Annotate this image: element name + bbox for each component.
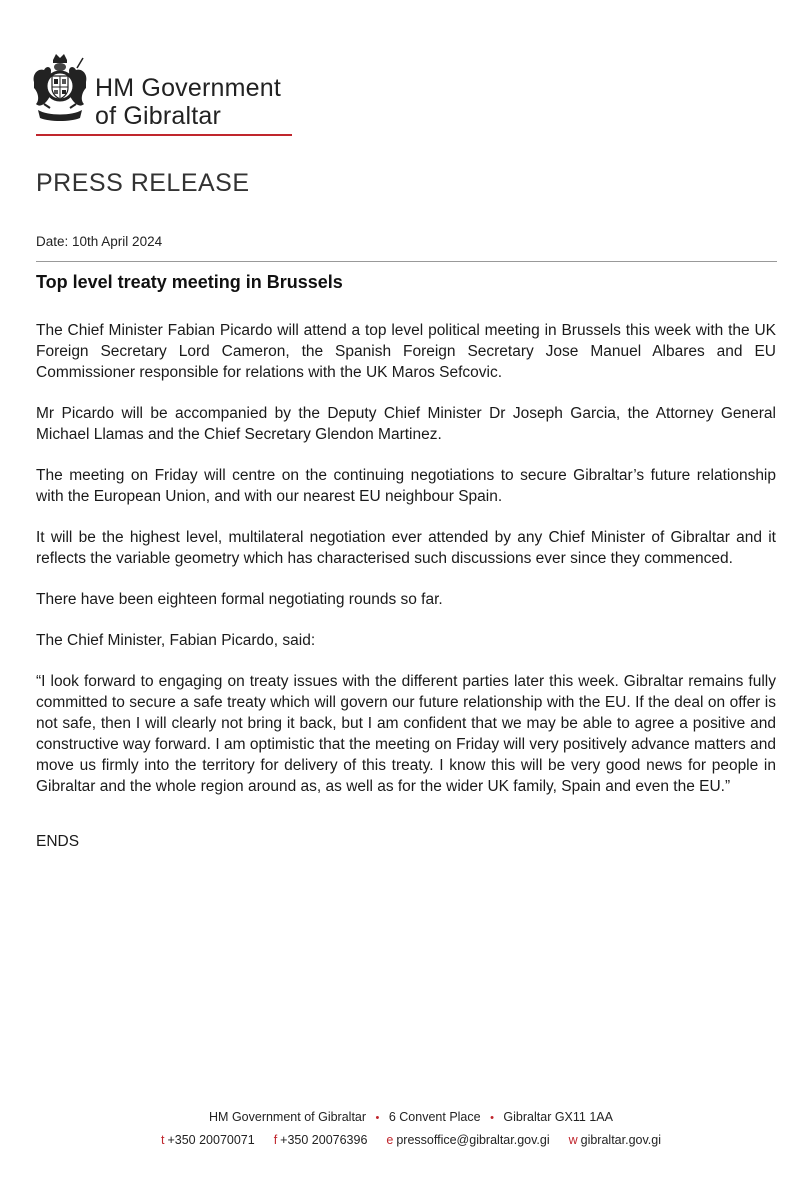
quote-paragraph: “I look forward to engaging on treaty issues with the different parties later this week. Gibraltar remains fully committed to secure a safe treaty which will govern our future relationship with the EU. If the deal on offer is not safe, then I will clearly not bring it back, but I am confident that we may be able to agree a positive and constructive way forward. I am optimistic that the meeting on Friday will very positively advance matters and move us firmly into the territory for delivery of this treaty. I know this will be very good news for people in Gibraltar and the whole region around as, as well as for the wider UK family, Spain and even the EU.” [36,673,776,795]
org-name-line1: HM Government [95,74,281,102]
fax-number: +350 20076396 [280,1133,368,1147]
footer-org: HM Government of Gibraltar [209,1110,367,1124]
organisation-name [95,74,281,130]
phone-label: t [160,1133,165,1147]
release-body [36,320,776,872]
paragraph: The Chief Minister Fabian Picardo will attend a top level political meeting in Brussels this week with the UK Foreign Secretary Lord Cameron, the Spanish Foreign Secretary Jose Manuel Albares and EU Commissioner responsible for relations with the UK Maros Sefcovic. [36,322,776,381]
org-name-line2: of Gibraltar [95,102,222,130]
date-divider [36,261,777,262]
phone-number[interactable]: +350 20070071 [167,1133,255,1147]
release-title: Top level treaty meeting in Brussels [36,272,343,292]
bullet-separator: • [490,1112,494,1124]
paragraph: The meeting on Friday will centre on the continuing negotiations to secure Gibraltar’s future relationship with the European Union, and with our nearest EU neighbour Spain. [36,467,776,505]
footer-city: Gibraltar GX11 1AA [503,1110,613,1124]
ends-marker: ENDS [36,833,80,850]
website-label: w [568,1133,578,1147]
footer-contacts [0,1133,812,1147]
bullet-separator: • [375,1112,380,1124]
email-label: e [386,1133,394,1147]
email-link[interactable]: pressoffice@gibraltar.gov.gi [396,1133,550,1147]
paragraph: It will be the highest level, multilateral negotiation ever attended by any Chief Minister of Gibraltar and it reflects the variable geometry which has characterised such discussions ever since they commenced. [36,529,776,567]
paragraph: Mr Picardo will be accompanied by the Deputy Chief Minister Dr Joseph Garcia, the Attorney General Michael Llamas and the Chief Secretary Glendon Martinez. [36,405,776,443]
footer-address [0,1110,812,1124]
paragraph: The Chief Minister, Fabian Picardo, said: [36,632,316,649]
website-link[interactable]: gibraltar.gov.gi [580,1133,661,1147]
footer-street: 6 Convent Place [388,1110,481,1124]
release-date: Date: 10th April 2024 [36,234,163,249]
fax-label: f [273,1133,278,1147]
coat-of-arms-icon [30,52,90,128]
document-type: PRESS RELEASE [36,169,250,197]
paragraph: There have been eighteen formal negotiating rounds so far. [36,591,443,608]
header-divider [36,134,292,136]
